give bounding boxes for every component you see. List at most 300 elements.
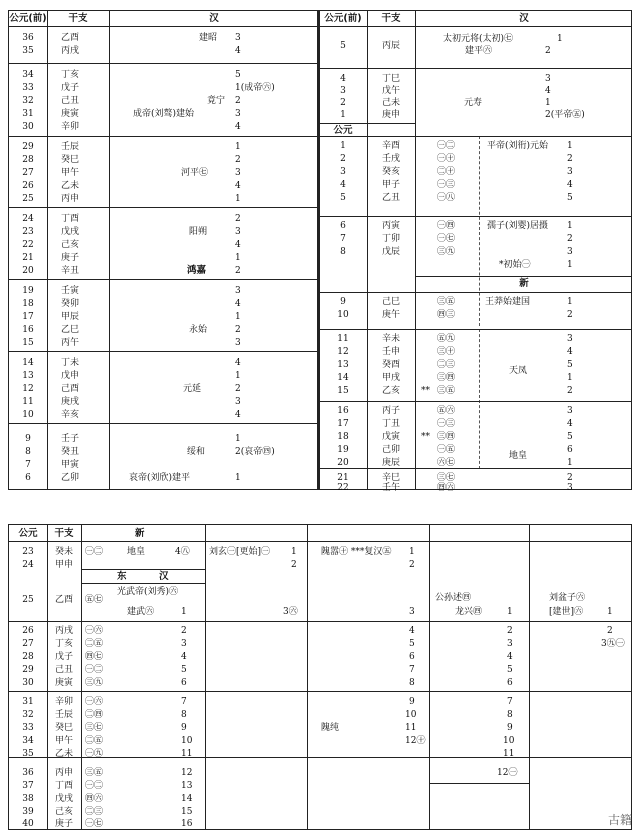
year-cell: 26 xyxy=(22,626,34,636)
ganzhi-cell: 壬戌 xyxy=(381,154,400,164)
year-cell: 11 xyxy=(22,397,34,407)
year-cell: 14 xyxy=(337,373,349,383)
ganzhi-cell: 戊午 xyxy=(381,86,400,96)
ganzhi-cell: 戊子 xyxy=(54,652,73,662)
era-name: 阳朔 xyxy=(189,227,208,237)
era-year: 1 xyxy=(235,371,241,381)
era-year: 1 xyxy=(409,547,415,557)
ganzhi-cell: 癸卯 xyxy=(61,299,80,309)
era-year: 4 xyxy=(567,180,573,190)
year-cell: 9 xyxy=(25,434,31,444)
ganzhi-cell: 己酉 xyxy=(61,384,80,394)
era-year: 2(哀帝㊃) xyxy=(235,447,275,457)
era-name: 地皇 xyxy=(127,547,146,557)
ganzhi-cell: 甲午 xyxy=(54,736,73,746)
era-year: 9 xyxy=(409,697,415,707)
ganzhi-cell: 丙辰 xyxy=(381,41,400,51)
ganzhi-cell: 壬辰 xyxy=(61,142,80,152)
ganzhi-cell: 丙寅 xyxy=(381,221,400,231)
era-year: 6 xyxy=(567,445,573,455)
year-cell: 25 xyxy=(22,194,34,204)
year-cell: 21 xyxy=(337,473,349,483)
ganzhi-cell: 乙未 xyxy=(61,181,80,191)
era-name: 竟宁 xyxy=(207,96,226,106)
ganzhi-cell: 丁亥 xyxy=(54,639,73,649)
era-year: 2 xyxy=(545,46,551,56)
month-mark: ㊂㊃ xyxy=(437,373,456,383)
ganzhi-cell: 乙未 xyxy=(54,749,73,759)
year-cell: 35 xyxy=(22,749,34,759)
ganzhi-cell: 辛巳 xyxy=(381,473,400,483)
month-mark: ㊂㊄ xyxy=(437,297,456,307)
era-year: 3 xyxy=(567,406,573,416)
month-mark: ㊀㊅ xyxy=(85,626,104,636)
ganzhi-cell: 乙卯 xyxy=(61,473,80,483)
month-mark: ㊂㊈ xyxy=(85,678,104,688)
ganzhi-cell: 乙酉 xyxy=(54,595,73,605)
era-name: 永始 xyxy=(189,325,208,335)
era-year: 2 xyxy=(567,386,573,396)
era-year: 3 xyxy=(507,639,513,649)
month-mark: ㊂㊈ xyxy=(437,247,456,257)
era-year: 1 xyxy=(235,434,241,444)
era-year: 1 xyxy=(507,607,513,617)
era-year: 5 xyxy=(409,639,415,649)
year-cell: 24 xyxy=(22,214,34,224)
era-year: 4 xyxy=(181,652,187,662)
year-cell: 6 xyxy=(340,221,346,231)
year-cell: 38 xyxy=(22,794,34,804)
era-year: 9 xyxy=(181,723,187,733)
era-name: 元寿 xyxy=(464,98,483,108)
ganzhi-cell: 癸巳 xyxy=(54,723,73,733)
era-year: 8 xyxy=(181,710,187,720)
era-name: 元延 xyxy=(183,384,202,394)
era-year: 4 xyxy=(235,240,241,250)
ganzhi-cell: 甲辰 xyxy=(61,312,80,322)
year-cell: 26 xyxy=(22,181,34,191)
month-mark: ㊂㊆ xyxy=(437,473,456,483)
era-year: 3 xyxy=(409,607,415,617)
month-mark: ㊃㊂ xyxy=(437,310,456,320)
ganzhi-cell: 戊子 xyxy=(61,83,80,93)
year-cell: 34 xyxy=(22,70,34,80)
ganzhi-cell: 丙申 xyxy=(61,194,80,204)
ganzhi-cell: 己卯 xyxy=(381,445,400,455)
era-year: 2 xyxy=(235,384,241,394)
year-cell: 36 xyxy=(22,768,34,778)
ganzhi-cell: 癸丑 xyxy=(61,447,80,457)
era-year: 8 xyxy=(409,678,415,688)
ganzhi-cell: 癸酉 xyxy=(381,360,400,370)
month-mark: ㊄㊈ xyxy=(437,334,456,344)
ganzhi-cell: 壬午 xyxy=(381,483,400,493)
month-mark: ㊁㊉ xyxy=(437,167,456,177)
era-year: 3 xyxy=(567,483,573,493)
month-mark: ㊄㊆ xyxy=(85,595,104,605)
ganzhi-cell: 戊寅 xyxy=(381,432,400,442)
era-name: 光武帝(刘秀)㊅ xyxy=(117,587,179,597)
month-mark: ㊀㊆ xyxy=(437,234,456,244)
era-year: 4㊇ xyxy=(175,547,190,557)
era-year: 4 xyxy=(545,86,551,96)
year-cell: 19 xyxy=(337,445,349,455)
ganzhi-cell: 癸未 xyxy=(54,547,73,557)
era-year: 3 xyxy=(567,334,573,344)
era-name: 鸿嘉 xyxy=(187,265,207,276)
year-cell: 34 xyxy=(22,736,34,746)
year-cell: 12 xyxy=(22,384,34,394)
era-year: 3 xyxy=(545,74,551,84)
era-year: 5 xyxy=(567,193,573,203)
era-year: 2 xyxy=(235,96,241,106)
month-mark: ㊀㊃ xyxy=(437,221,456,231)
month-mark: ㊂㊉ xyxy=(437,347,456,357)
era-year: 1 xyxy=(235,194,241,204)
month-mark: ㊀㊁ xyxy=(85,781,104,791)
era-year: 6 xyxy=(409,652,415,662)
month-mark: ㊁㊂ xyxy=(85,807,104,817)
month-mark: ㊁㊄ xyxy=(85,736,104,746)
era-name: 绥和 xyxy=(187,447,206,457)
era-year: 1 xyxy=(567,260,573,270)
year-cell: 2 xyxy=(340,98,346,108)
era-name: 建昭 xyxy=(199,33,218,43)
era-year: 3 xyxy=(235,286,241,296)
ganzhi-cell: 戊戌 xyxy=(54,794,73,804)
era-year: 1 xyxy=(567,373,573,383)
ganzhi-cell: 乙巳 xyxy=(61,325,80,335)
era-year: 5 xyxy=(507,665,513,675)
year-cell: 3 xyxy=(340,167,346,177)
era-name: 河平㊆ xyxy=(181,168,209,178)
month-mark: ㊂㊄ xyxy=(437,386,456,396)
era-name: 隗纯 xyxy=(321,723,340,733)
ganzhi-cell: 癸巳 xyxy=(61,155,80,165)
ganzhi-cell: 丁酉 xyxy=(61,214,80,224)
era-year: 10 xyxy=(181,736,193,746)
year-cell: 15 xyxy=(337,386,349,396)
era-year: 6 xyxy=(507,678,513,688)
month-mark: ㊀㊁ xyxy=(85,665,104,675)
era-year: 11 xyxy=(405,723,417,733)
year-cell: 40 xyxy=(22,819,34,829)
ganzhi-cell: 壬辰 xyxy=(54,710,73,720)
era-year: 2 xyxy=(235,325,241,335)
year-cell: 10 xyxy=(337,310,349,320)
era-year: 13 xyxy=(181,781,193,791)
ganzhi-cell: 辛亥 xyxy=(61,410,80,420)
header-ganzhi: 干支 xyxy=(381,13,401,24)
era-name: 隗嚣㊉ ***复汉㊄ xyxy=(321,547,392,557)
header-gongyuan: 公元 xyxy=(333,125,353,136)
year-cell: 29 xyxy=(22,665,34,675)
era-year: 7 xyxy=(507,697,513,707)
header-dynasty: 汉 xyxy=(209,13,219,24)
year-cell: 22 xyxy=(337,483,349,493)
era-year: 8 xyxy=(507,710,513,720)
month-mark: ㊄㊅ xyxy=(437,406,456,416)
year-cell: 1 xyxy=(340,110,346,120)
era-name: 孺子(刘婴)居摄 xyxy=(487,221,549,231)
era-name: 龙兴㊃ xyxy=(455,607,483,617)
month-mark: ㊀㊈ xyxy=(85,749,104,759)
ganzhi-cell: 丁亥 xyxy=(61,70,80,80)
header-xin: 新 xyxy=(519,278,529,289)
year-cell: 5 xyxy=(340,41,346,51)
era-name: 刘盆子㊅ xyxy=(549,593,586,603)
era-year: 10 xyxy=(503,736,515,746)
header-ganzhi: 干支 xyxy=(68,13,88,24)
year-cell: 5 xyxy=(340,193,346,203)
era-year: 2 xyxy=(607,626,613,636)
year-cell: 4 xyxy=(340,180,346,190)
year-cell: 16 xyxy=(22,325,34,335)
year-cell: 27 xyxy=(22,639,34,649)
era-name: 太初元将(太初)㊆ xyxy=(443,34,514,44)
era-year: 5 xyxy=(567,360,573,370)
bottom-table xyxy=(8,524,632,830)
ganzhi-cell: 壬申 xyxy=(381,347,400,357)
era-name: 成帝(刘骜)建始 xyxy=(133,109,195,119)
month-mark: ㊀㊄ xyxy=(437,445,456,455)
ganzhi-cell: 丁巳 xyxy=(381,74,400,84)
era-year: 1 xyxy=(567,141,573,151)
month-mark: ㊀㊂ xyxy=(437,419,456,429)
ganzhi-cell: 辛卯 xyxy=(61,122,80,132)
month-mark: ㊀㊆ xyxy=(85,819,104,829)
year-cell: 32 xyxy=(22,96,34,106)
era-name: [建世]㊅ xyxy=(549,607,584,617)
era-year: 1 xyxy=(557,34,563,44)
ganzhi-cell: 甲戌 xyxy=(381,373,400,383)
era-year: 2(平帝㊄) xyxy=(545,110,585,120)
year-cell: 8 xyxy=(25,447,31,457)
era-year: 11 xyxy=(503,749,515,759)
ganzhi-cell: 乙亥 xyxy=(381,386,400,396)
year-cell: 7 xyxy=(25,460,31,470)
ganzhi-cell: 甲申 xyxy=(54,560,73,570)
era-year: 15 xyxy=(181,807,193,817)
era-year: 5 xyxy=(235,70,241,80)
era-year: 9 xyxy=(507,723,513,733)
ganzhi-cell: 壬子 xyxy=(61,434,80,444)
era-year: 3 xyxy=(235,397,241,407)
year-cell: 30 xyxy=(22,122,34,132)
month-mark: ㊃㊅ xyxy=(437,483,456,493)
month-mark: ㊀㊅ xyxy=(85,697,104,707)
ganzhi-cell: 丁未 xyxy=(61,358,80,368)
ganzhi-cell: 庚午 xyxy=(381,310,400,320)
header-han: 汉 xyxy=(159,571,169,582)
year-cell: 20 xyxy=(22,266,34,276)
ganzhi-cell: 己丑 xyxy=(54,665,73,675)
year-cell: 6 xyxy=(25,473,31,483)
era-year: 3 xyxy=(567,167,573,177)
year-cell: 29 xyxy=(22,142,34,152)
year-cell: 37 xyxy=(22,781,34,791)
ganzhi-cell: 庚子 xyxy=(61,253,80,263)
ganzhi-cell: 丙申 xyxy=(54,768,73,778)
header-year: 公元(前) xyxy=(9,13,47,24)
year-cell: 18 xyxy=(337,432,349,442)
year-cell: 3 xyxy=(340,86,346,96)
month-mark: ㊂㊆ xyxy=(85,723,104,733)
era-year: 5 xyxy=(567,432,573,442)
ganzhi-cell: 辛卯 xyxy=(54,697,73,707)
year-cell: 13 xyxy=(22,371,34,381)
month-mark: ㊃㊆ xyxy=(85,652,104,662)
year-cell: 28 xyxy=(22,652,34,662)
ganzhi-cell: 戊戌 xyxy=(61,227,80,237)
era-year: 2 xyxy=(567,234,573,244)
ganzhi-cell: 己巳 xyxy=(381,297,400,307)
era-year: 4 xyxy=(409,626,415,636)
header-ganzhi: 干支 xyxy=(54,528,74,539)
era-year: 4 xyxy=(507,652,513,662)
ganzhi-cell: 辛酉 xyxy=(381,141,400,151)
year-cell: 31 xyxy=(22,697,34,707)
era-name: 王莽始建国 xyxy=(485,297,531,307)
era-year: 2 xyxy=(567,154,573,164)
era-name: 公孙述㊃ xyxy=(435,593,472,603)
month-mark: ㊂㊄ xyxy=(85,768,104,778)
year-cell: 36 xyxy=(22,33,34,43)
year-cell: 21 xyxy=(22,253,34,263)
year-cell: 7 xyxy=(340,234,346,244)
era-name: 平帝(刘衎)元始 xyxy=(487,141,549,151)
era-year: 4 xyxy=(567,347,573,357)
ganzhi-cell: 庚戌 xyxy=(61,397,80,407)
year-cell: 14 xyxy=(22,358,34,368)
era-year: 16 xyxy=(181,819,193,829)
era-year: 3 xyxy=(235,338,241,348)
era-year: 1 xyxy=(567,458,573,468)
era-year: 2 xyxy=(567,473,573,483)
year-cell: 25 xyxy=(22,595,34,605)
era-year: 1 xyxy=(291,547,297,557)
era-year: 4 xyxy=(567,419,573,429)
ganzhi-cell: 丙戌 xyxy=(61,46,80,56)
year-cell: 24 xyxy=(22,560,34,570)
year-cell: 17 xyxy=(337,419,349,429)
ganzhi-cell: 甲午 xyxy=(61,168,80,178)
era-year: 6 xyxy=(181,678,187,688)
header-dong: 东 xyxy=(117,571,127,582)
era-year: 1 xyxy=(181,607,187,617)
era-year: 3 xyxy=(567,247,573,257)
month-mark: ㊀㊇ xyxy=(437,193,456,203)
era-year: 14 xyxy=(181,794,193,804)
era-year: 12 xyxy=(181,768,193,778)
year-cell: 19 xyxy=(22,286,34,296)
ganzhi-cell: 丁丑 xyxy=(381,419,400,429)
ganzhi-cell: 庚子 xyxy=(54,819,73,829)
ganzhi-cell: 乙酉 xyxy=(61,33,80,43)
header-xin: 新 xyxy=(135,528,145,539)
year-cell: 33 xyxy=(22,723,34,733)
ganzhi-cell: 丙子 xyxy=(381,406,400,416)
year-cell: 32 xyxy=(22,710,34,720)
era-year: 10 xyxy=(405,710,417,720)
ganzhi-cell: 癸亥 xyxy=(381,167,400,177)
year-cell: 2 xyxy=(340,154,346,164)
era-year: 3㊅ xyxy=(283,607,298,617)
era-year: 1(成帝㊅) xyxy=(235,83,275,93)
era-year: 2 xyxy=(409,560,415,570)
year-cell: 11 xyxy=(337,334,349,344)
ganzhi-cell: 己丑 xyxy=(61,96,80,106)
note-mark: ** xyxy=(421,386,430,396)
era-name: 建平㊅ xyxy=(465,46,493,56)
year-cell: 27 xyxy=(22,168,34,178)
year-cell: 33 xyxy=(22,83,34,93)
era-year: 4 xyxy=(235,181,241,191)
year-cell: 39 xyxy=(22,807,34,817)
year-cell: 9 xyxy=(340,297,346,307)
era-year: 4 xyxy=(235,299,241,309)
era-year: 1 xyxy=(607,607,613,617)
ganzhi-cell: 己亥 xyxy=(61,240,80,250)
ganzhi-cell: 丙午 xyxy=(61,338,80,348)
month-mark: ㊀㊂ xyxy=(437,180,456,190)
era-name: 哀帝(刘欣)建平 xyxy=(129,473,191,483)
era-year: 4 xyxy=(235,358,241,368)
ganzhi-cell: 甲寅 xyxy=(61,460,80,470)
era-year: 1 xyxy=(567,221,573,231)
era-year: 2 xyxy=(235,155,241,165)
era-year: 12㊉ xyxy=(405,736,426,746)
ganzhi-cell: 庚辰 xyxy=(381,458,400,468)
ganzhi-cell: 戊辰 xyxy=(381,247,400,257)
era-year: 2 xyxy=(181,626,187,636)
month-mark: ㊁㊂ xyxy=(437,360,456,370)
era-year: 4 xyxy=(235,46,241,56)
era-year: 2 xyxy=(235,214,241,224)
era-year: 4 xyxy=(235,122,241,132)
year-cell: 20 xyxy=(337,458,349,468)
era-name: *初始㊀ xyxy=(499,260,531,270)
ganzhi-cell: 庚寅 xyxy=(61,109,80,119)
ganzhi-cell: 庚寅 xyxy=(54,678,73,688)
note-mark: ** xyxy=(421,432,430,442)
month-mark: ㊀㊉ xyxy=(437,154,456,164)
ganzhi-cell: 丁酉 xyxy=(54,781,73,791)
ganzhi-cell: 丙戌 xyxy=(54,626,73,636)
era-name: 地皇 xyxy=(509,451,528,461)
month-mark: ㊃㊅ xyxy=(85,794,104,804)
year-cell: 4 xyxy=(340,74,346,84)
ganzhi-cell: 甲子 xyxy=(381,180,400,190)
year-cell: 31 xyxy=(22,109,34,119)
era-year: 2 xyxy=(567,310,573,320)
watermark-logo: 古籍 xyxy=(607,813,632,827)
ganzhi-cell: 乙丑 xyxy=(381,193,400,203)
year-cell: 17 xyxy=(22,312,34,322)
ganzhi-cell: 丁卯 xyxy=(381,234,400,244)
era-year: 3 xyxy=(235,109,241,119)
ganzhi-cell: 壬寅 xyxy=(61,286,80,296)
year-cell: 13 xyxy=(337,360,349,370)
month-mark: ㊂㊃ xyxy=(437,432,456,442)
ganzhi-cell: 辛丑 xyxy=(61,266,80,276)
year-cell: 18 xyxy=(22,299,34,309)
year-cell: 23 xyxy=(22,547,34,557)
ganzhi-cell: 己亥 xyxy=(54,807,73,817)
era-year: 3 xyxy=(235,33,241,43)
era-year: 7 xyxy=(181,697,187,707)
era-year: 3㊈㊀ xyxy=(601,639,625,649)
